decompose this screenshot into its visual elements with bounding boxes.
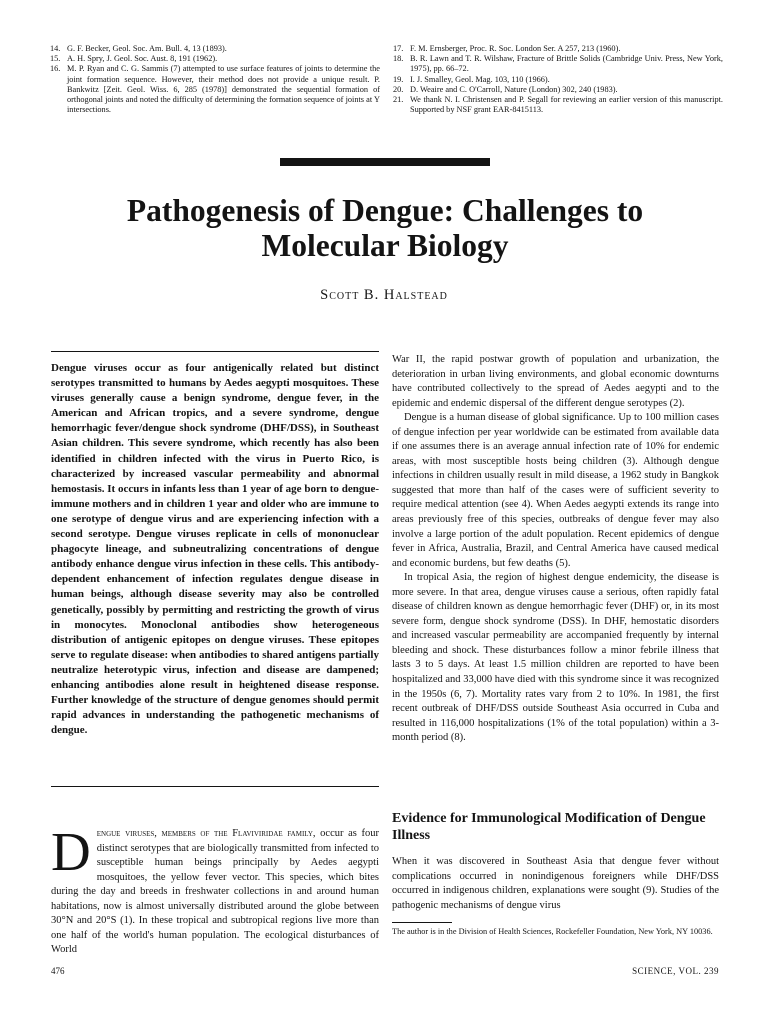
page-number: 476 — [51, 966, 65, 976]
body-paragraph: In tropical Asia, the region of highest dengue endemicity, the disease is more severe. In that area, dengue viruses cause a serious, often rapidly fatal disease of children known as dengue hemorrhagic fever (DHF) or, in its most severe form, dengue shock syndrome (DSS). In DHF, hemostatic disorders and increased vascular permeability are accompanied frequently by internal bleeding and shock. These disturbances follow a minor febrile illness that lasts 3 to 5 days. At least 1.5 million children are reported to have been hospitalized and 33,000 have died with this syndrome since it was recognized in the 1950s (6, 7). Mortality rates vary from 2 to 10%. In 1981, the first recent outbreak of DHF/DSS outside Southeast Asia occurred in Cuba and resulted in 116,000 hospitalizations (1% of the total population) within a 3-month period (8). — [392, 572, 719, 744]
author-footnote: The author is in the Division of Health Sciences, Rockefeller Foundation, New York, NY 10036. — [392, 927, 713, 936]
drop-cap: D — [51, 821, 91, 882]
references-right — [393, 44, 723, 115]
reference-item: 18. B. R. Lawn and T. R. Wilshaw, Fracture of Brittle Solids (Cambridge Univ. Press, New York, 1975), pp. 66–72. — [393, 54, 723, 74]
abstract-top-rule — [51, 351, 379, 352]
body-paragraph: War II, the rapid postwar growth of population and urbanization, the deterioration in urban living environments, and global economic downturns have contributed collectively to the spread of Aedes aegypti and to the epidemic and endemic dispersal of the different dengue serotypes (2). — [392, 354, 719, 409]
reference-item: 20. D. Weaire and C. O'Carroll, Nature (London) 302, 240 (1983). — [393, 84, 618, 94]
article-title: Pathogenesis of Dengue: Challenges to Molecular Biology — [126, 193, 644, 263]
reference-item: 19. I. J. Smalley, Geol. Mag. 103, 110 (1966). — [393, 74, 550, 84]
title-divider-bar — [280, 158, 490, 166]
reference-item: 15. A. H. Spry, J. Geol. Soc. Aust. 8, 191 (1962). — [50, 54, 218, 64]
journal-footer: SCIENCE, VOL. 239 — [632, 966, 719, 976]
intro-smallcaps: engue viruses, members of the Flaviviridae family, — [96, 828, 316, 839]
reference-item: 16. M. P. Ryan and C. G. Sammis (7) attempted to use surface features of joints to determine the joint formation sequence. However, their method does not provide a unique result. P. Bankwitz [Zeit. Geol. Wiss. 6, 285 (1978)] demonstrated the sequential formation of orthogonal joints and noted the difficulty of determining the formation sequence of joints at Y intersections. — [50, 64, 380, 115]
article-author: Scott B. Halstead — [320, 287, 448, 303]
right-column-text — [392, 353, 719, 746]
intro-text: occur as four distinct serotypes that are biologically transmitted from infected to susceptible human beings principally by Aedes aegypti mosquitoes, the yellow fever vector. This species, which bites during the day and breeds in freshwater collections in and around human habitations, now is almost universally distributed around the globe between 30°N and 20°S (1). In these tropical and subtropical regions live more than one half of the world's human population. The ecological disturbances of World — [51, 828, 379, 955]
body-paragraph: Dengue is a human disease of global significance. Up to 100 million cases of dengue infection per year worldwide can be estimated from available data if one assumes there is an average annual infection rate of 10% for endemic areas, with most susceptible hosts being children (3). Although dengue infections in children usually result in mild disease, a 1962 study in Bangkok suggested that more than half of the cases were of sufficient severity to require medical attention (see 4). When Aedes aegypti extends its range into areas previously free of this species, outbreaks of dengue fever may also involve a large portion of the adult population. Recent epidemics of dengue fever in Africa, Australia, Brazil, and Central America have caused medical and economic burdens, but few deaths (5). — [392, 412, 719, 569]
footnote-rule — [392, 922, 452, 923]
intro-paragraph — [51, 821, 379, 958]
abstract-bottom-rule — [51, 786, 379, 787]
reference-item: 21. We thank N. I. Christensen and P. Segall for reviewing an earlier version of this manuscript. Supported by NSF grant EAR-8415113. — [393, 95, 723, 115]
references-left — [50, 44, 380, 115]
section-heading: Evidence for Immunological Modification of Dengue Illness — [392, 811, 706, 843]
reference-item: 14. G. F. Becker, Geol. Soc. Am. Bull. 4, 13 (1893). — [50, 44, 227, 53]
abstract: Dengue viruses occur as four antigenically related but distinct serotypes transmitted to humans by Aedes aegypti mosquitoes. These viruses generally cause a benign syndrome, dengue fever, in the American and African tropics, and a severe syndrome, dengue hemorrhagic fever/dengue shock syndrome (DHF/DSS), in Southeast Asian children. This severe syndrome, which recently has also been identified in children infected with the virus in Puerto Rico, is characterized by increased vascular permeability and abnormal hemostasis. It occurs in infants less than 1 year of age born to dengue-immune mothers and in children 1 year and older who are immune to one serotype of dengue virus and are experiencing infection with a second serotype. Dengue viruses replicate in cells of mononuclear phagocyte lineage, and subneutralizing concentrations of dengue antibody enhance dengue virus infection in these cells. This antibody-dependent enhancement of infection regulates dengue disease in human beings, although disease severity may also be controlled genetically, possibly by permitting and restricting the growth of virus in monocytes. Monoclonal antibodies show heterogeneous distribution of antigenic epitopes on dengue viruses. These epitopes serve to regulate disease: when antibodies to shared antigens partially neutralize heterotypic virus, infection and disease are dampened; enhancing antibodies alone result in heightened disease response. Further knowledge of the structure of dengue genomes should permit rapid advances in understanding the pathogenetic mechanisms of dengue. — [51, 362, 379, 737]
section-paragraph: When it was discovered in Southeast Asia that dengue fever without complications occurred in nonindigenous foreigners while DHF/DSS occurred in indigenous children, explanations were sought (9). Studies of the pathogenic mechanisms of dengue virus — [392, 856, 719, 911]
reference-item: 17. F. M. Ernsberger, Proc. R. Soc. London Ser. A 257, 213 (1960). — [393, 44, 621, 53]
